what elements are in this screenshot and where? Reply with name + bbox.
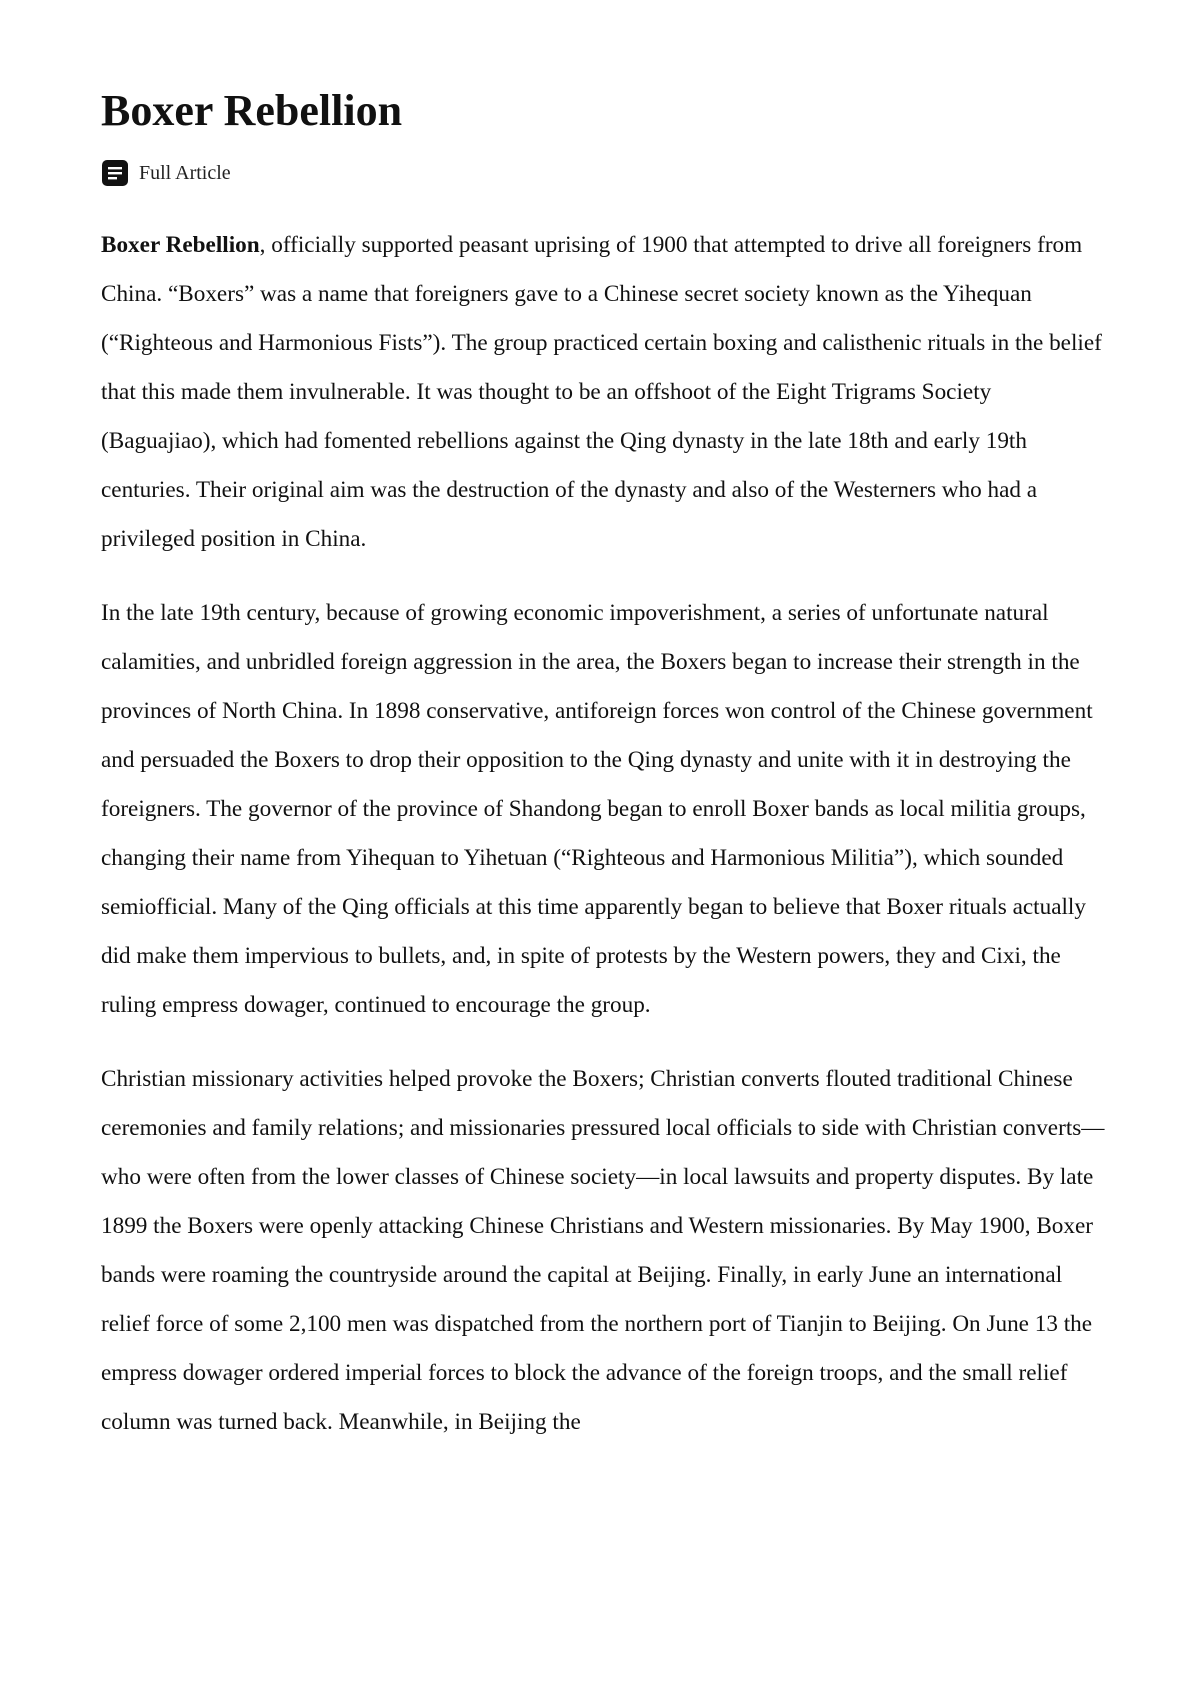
full-article-link[interactable] (101, 156, 1111, 190)
lead-term: Boxer Rebellion (101, 232, 260, 258)
page-title: Boxer Rebellion (101, 86, 403, 135)
paragraph-1 (101, 221, 1111, 564)
paragraph-2: In the late 19th century, because of growing economic impoverishment, a series of unfortunate natural calamities, and unbridled foreign aggression in the area, the Boxers began to increase their strength in the provinces of North China. In 1898 conservative, antiforeign forces won control of the Chinese government and persuaded the Boxers to drop their opposition to the Qing dynasty and unite with it in destroying the foreigners. The governor of the province of Shandong began to enroll Boxer bands as local militia groups, changing their name from Yihequan to Yihetuan (“Righteous and Harmonious Militia”), which sounded semiofficial. Many of the Qing officials at this time apparently began to believe that Boxer rituals actually did make them impervious to bullets, and, in spite of protests by the Western powers, they and Cixi, the ruling empress dowager, continued to encourage the group. (101, 600, 1093, 1018)
article-icon (101, 159, 129, 187)
article-body (101, 221, 1111, 1447)
article-page (101, 82, 1111, 1472)
paragraph-1-text: , officially supported peasant uprising of 1900 that attempted to drive all foreigners from China. “Boxers” was a name that foreigners gave to a Chinese secret society known as the Yihequan (“Righteous and Harmonious Fists”). The group practiced certain boxing and calisthenic rituals in the belief that this made them invulnerable. It was thought to be an offshoot of the Eight Trigrams Society (Baguajiao), which had fomented rebellions against the Qing dynasty in the late 18th and early 19th centuries. Their original aim was the destruction of the dynasty and also of the Westerners who had a privileged position in China. (101, 232, 1102, 552)
full-article-label: Full Article (139, 162, 231, 184)
paragraph-3: Christian missionary activities helped provoke the Boxers; Christian converts flouted traditional Chinese ceremonies and family relations; and missionaries pressured local officials to side with Christian converts—who were often from the lower classes of Chinese society—in local lawsuits and property disputes. By late 1899 the Boxers were openly attacking Chinese Christians and Western missionaries. By May 1900, Boxer bands were roaming the countryside around the capital at Beijing. Finally, in early June an international relief force of some 2,100 men was dispatched from the northern port of Tianjin to Beijing. On June 13 the empress dowager ordered imperial forces to block the advance of the foreign troops, and the small relief column was turned back. Meanwhile, in Beijing the (101, 1066, 1105, 1435)
